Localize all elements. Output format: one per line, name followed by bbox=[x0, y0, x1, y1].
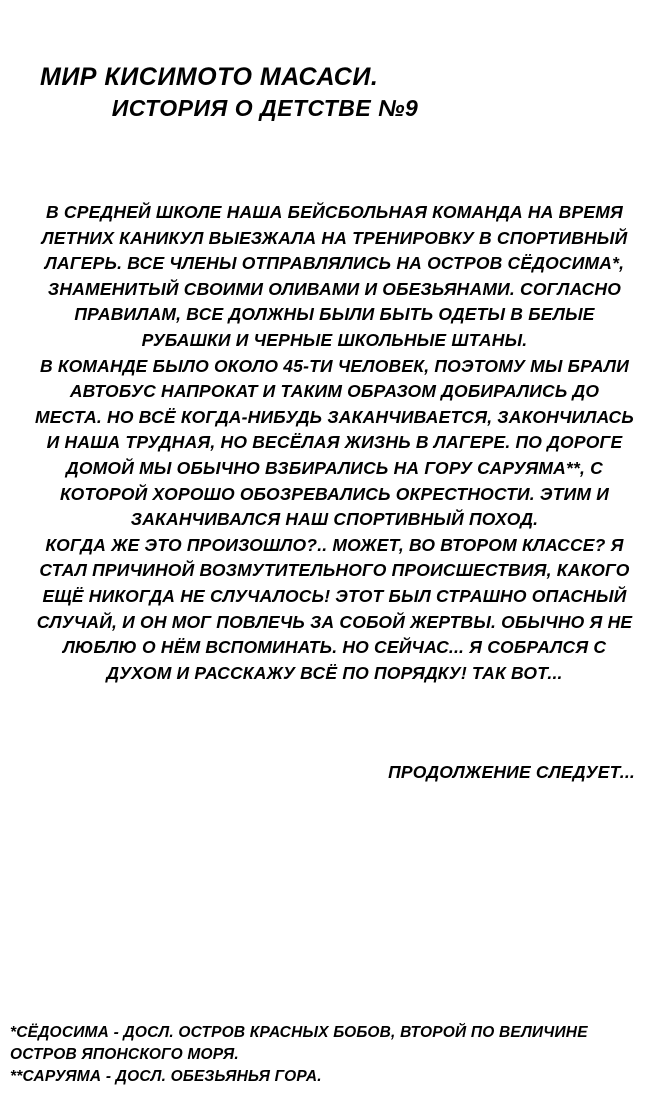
title-block bbox=[40, 62, 460, 122]
footnote-1: *СЁДОСИМА - ДОСЛ. ОСТРОВ КРАСНЫХ БОБОВ, ВТОРОЙ ПО ВЕЛИЧИНЕ ОСТРОВ ЯПОНСКОГО МОРЯ. bbox=[10, 1024, 588, 1063]
footnote-2: **САРУЯМА - ДОСЛ. ОБЕЗЬЯНЬЯ ГОРА. bbox=[10, 1068, 322, 1085]
body-text bbox=[34, 200, 635, 686]
footnotes-block bbox=[10, 1022, 630, 1088]
body-paragraph-2: В КОМАНДЕ БЫЛО ОКОЛО 45-ТИ ЧЕЛОВЕК, ПОЭТОМУ МЫ БРАЛИ АВТОБУС НАПРОКАТ И ТАКИМ ОБРАЗОМ ДОБИРАЛИСЬ ДО МЕСТА. НО ВСЁ КОГДА-НИБУДЬ ЗАКАНЧИВАЕТСЯ, ЗАКОНЧИЛАСЬ И НАША ТРУДНАЯ, НО ВЕСЁЛАЯ ЖИЗНЬ В ЛАГЕРЕ. ПО ДОРОГЕ ДОМОЙ МЫ ОБЫЧНО ВЗБИРАЛИСЬ НА ГОРУ САРУЯМА**, С КОТОРОЙ ХОРОШО ОБОЗРЕВАЛИСЬ ОКРЕСТНОСТИ. ЭТИМ И ЗАКАНЧИВАЛСЯ НАШ СПОРТИВНЫЙ ПОХОД. bbox=[35, 355, 634, 530]
to-be-continued-text: ПРОДОЛЖЕНИЕ СЛЕДУЕТ... bbox=[388, 762, 635, 782]
body-paragraph-3: КОГДА ЖЕ ЭТО ПРОИЗОШЛО?.. МОЖЕТ, ВО ВТОРОМ КЛАССЕ? Я СТАЛ ПРИЧИНОЙ ВОЗМУТИТЕЛЬНОГО ПРОИСШЕСТВИЯ, КАКОГО ЕЩЁ НИКОГДА НЕ СЛУЧАЛОСЬ! ЭТОТ БЫЛ СТРАШНО ОПАСНЫЙ СЛУЧАЙ, И ОН МОГ ПОВЛЕЧЬ ЗА СОБОЙ ЖЕРТВЫ. ОБЫЧНО Я НЕ ЛЮБЛЮ О НЁМ ВСПОМИНАТЬ. НО СЕЙЧАС... Я СОБРАЛСЯ С ДУХОМ И РАССКАЖУ ВСЁ ПО ПОРЯДКУ! ТАК ВОТ... bbox=[36, 534, 633, 683]
page-title-line-1: МИР КИСИМОТО МАСАСИ. bbox=[40, 63, 379, 91]
body-paragraph-1: В СРЕДНЕЙ ШКОЛЕ НАША БЕЙСБОЛЬНАЯ КОМАНДА НА ВРЕМЯ ЛЕТНИХ КАНИКУЛ ВЫЕЗЖАЛА НА ТРЕНИРОВКУ В СПОРТИВНЫЙ ЛАГЕРЬ. ВСЕ ЧЛЕНЫ ОТПРАВЛЯЛИСЬ НА ОСТРОВ СЁДОСИМА*, ЗНАМЕНИТЫЙ СВОИМИ ОЛИВАМИ И ОБЕЗЬЯНАМИ. СОГЛАСНО ПРАВИЛАМ, ВСЕ ДОЛЖНЫ БЫЛИ БЫТЬ ОДЕТЫ В БЕЛЫЕ РУБАШКИ И ЧЕРНЫЕ ШКОЛЬНЫЕ ШТАНЫ. bbox=[41, 202, 628, 350]
page-title-line-2: ИСТОРИЯ О ДЕТСТВЕ №9 bbox=[111, 95, 419, 121]
